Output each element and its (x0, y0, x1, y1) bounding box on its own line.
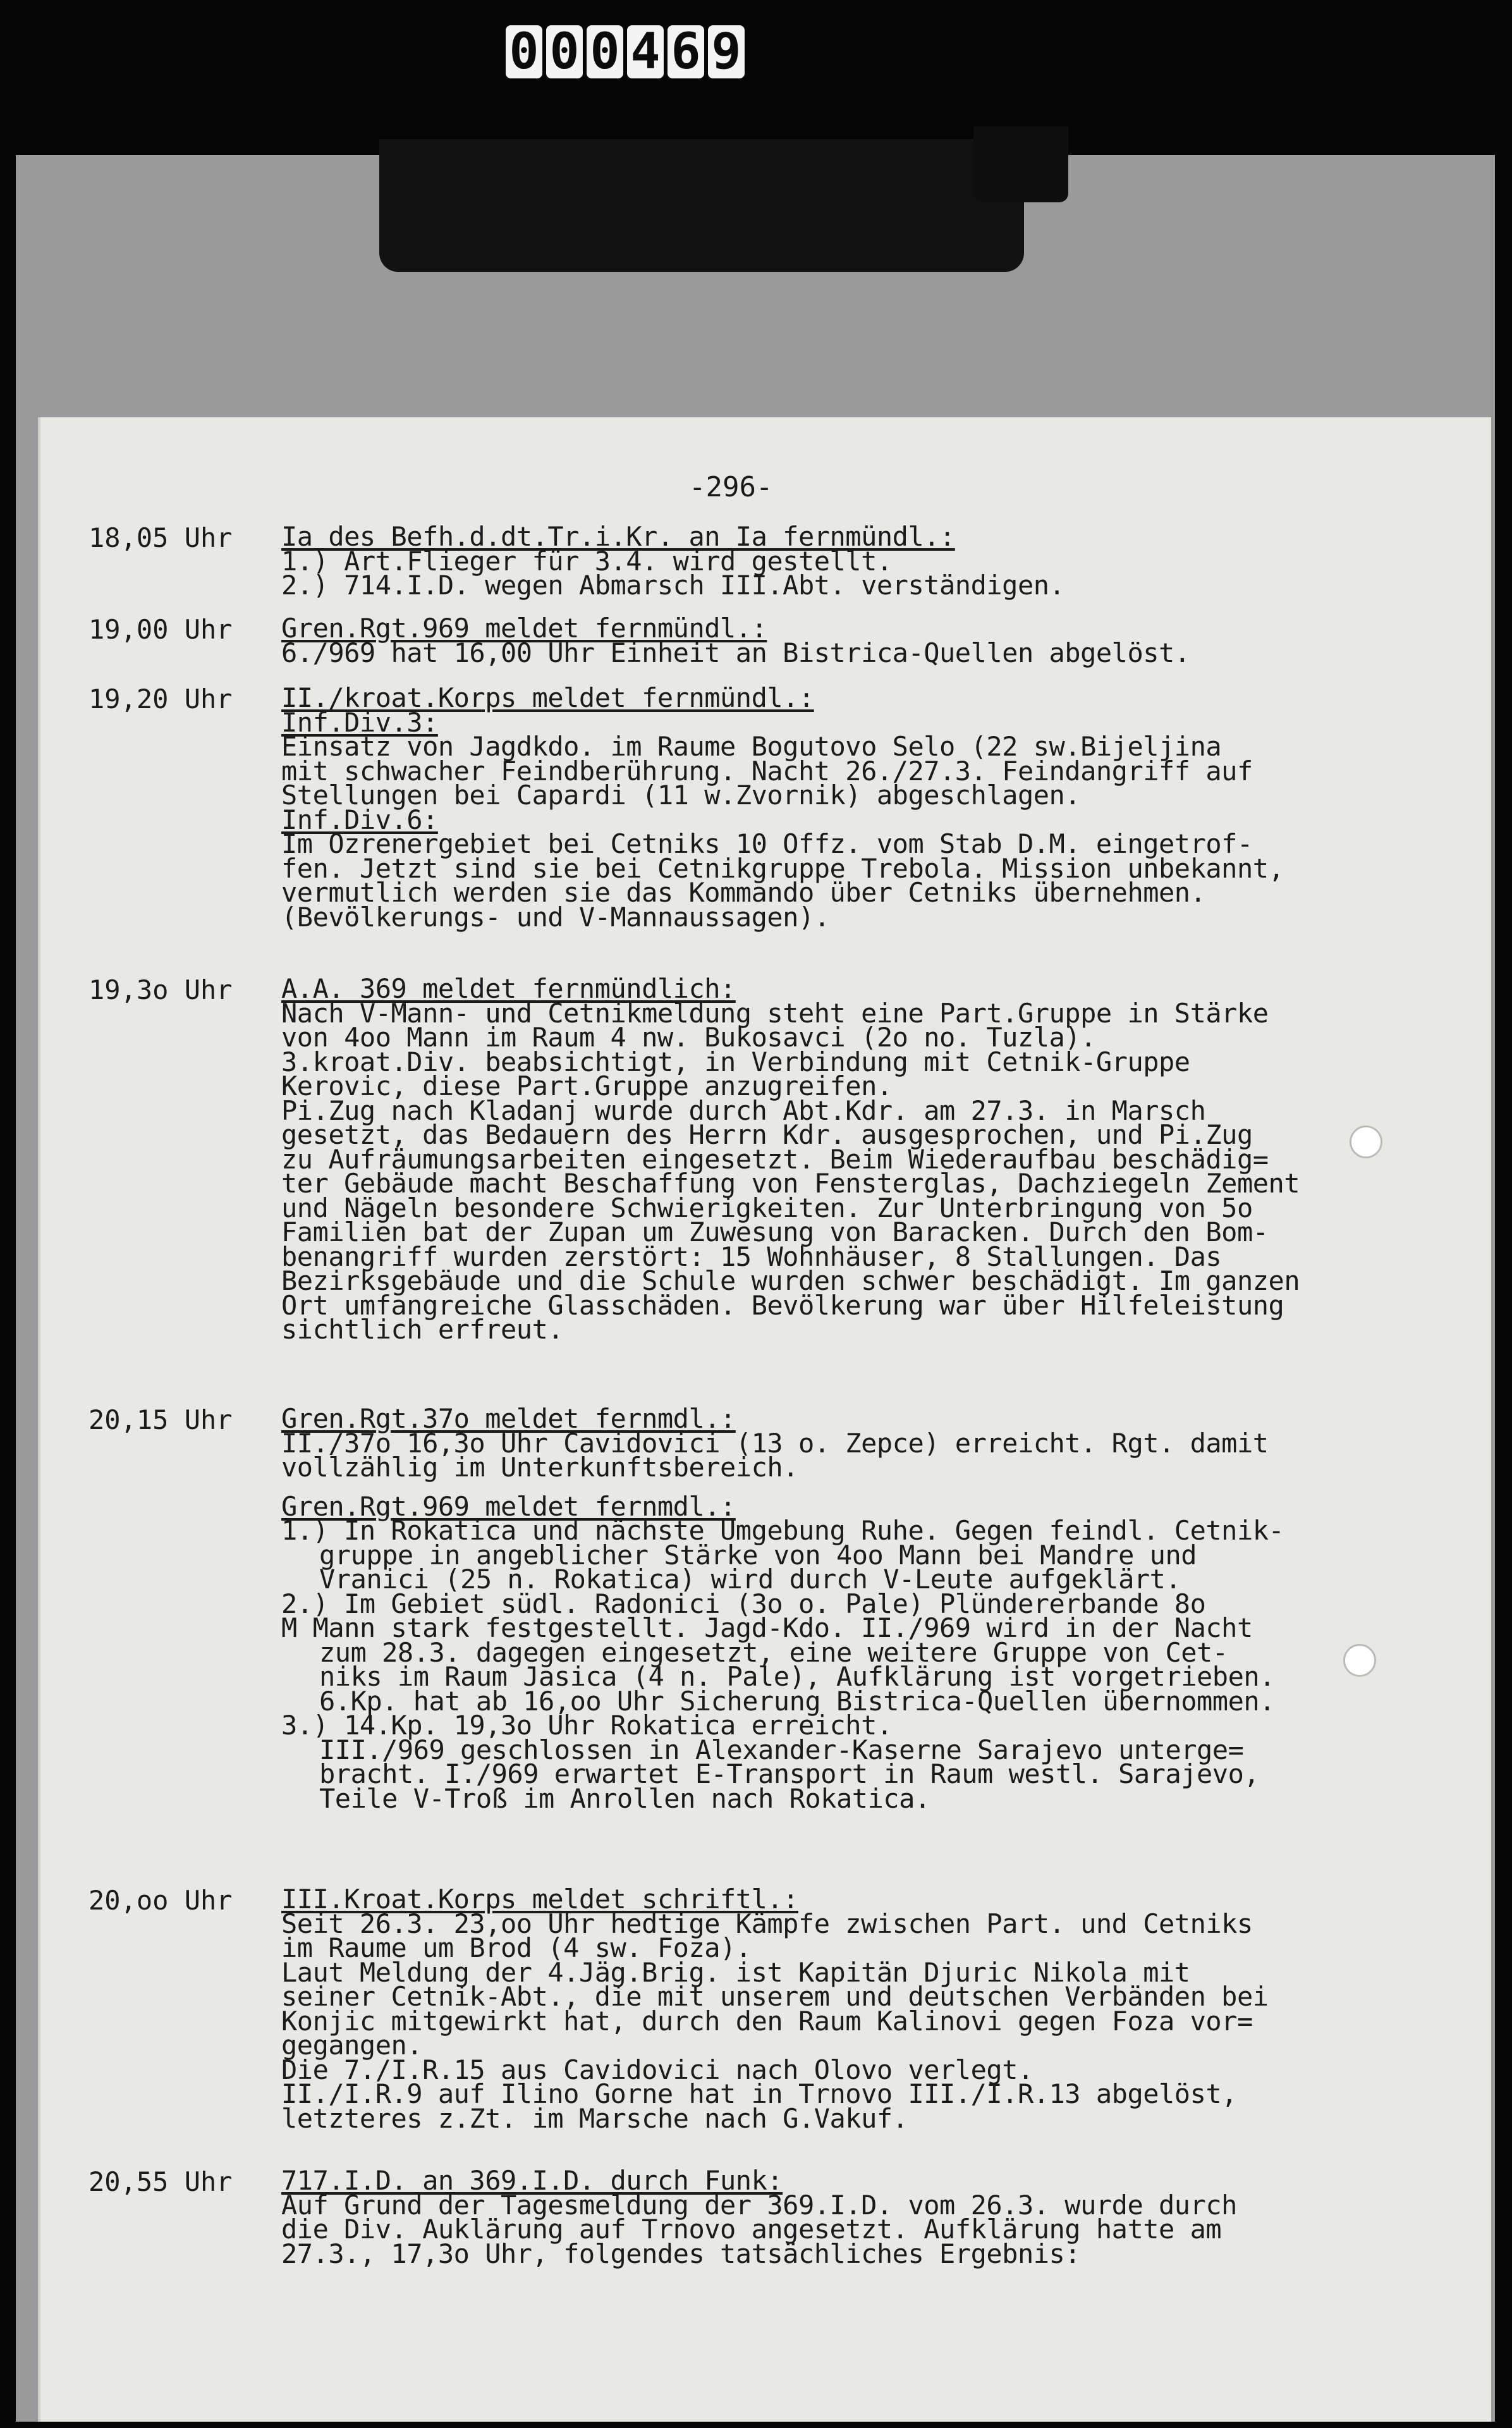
entry-line: seiner Cetnik-Abt., die mit unserem und deutschen Verbänden bei (281, 1981, 1269, 2012)
entry-line: gesetzt, das Bedauern des Herrn Kdr. ausgesprochen, und Pi.Zug (281, 1119, 1253, 1150)
entry-line: Kerovic, diese Part.Gruppe anzugreifen. (281, 1070, 893, 1101)
entry-time: 20,15 Uhr (88, 1404, 233, 1435)
entry-line: die Div. Auklärung auf Trnovo angesetzt. Aufklärung hatte am (281, 2214, 1222, 2245)
entry-line: Auf Grund der Tagesmeldung der 369.I.D. vom 26.3. wurde durch (281, 2189, 1237, 2221)
entry-line: Laut Meldung der 4.Jäg.Brig. ist Kapitän Djuric Nikola mit (281, 1956, 1190, 1988)
entry-line: Im Ozrenergebiet bei Cetniks 10 Offz. vom Stab D.M. eingetrof- (281, 828, 1253, 859)
entry-line: Teile V-Troß im Anrollen nach Rokatica. (319, 1782, 930, 1814)
entry-line: vermutlich werden sie das Kommando über Cetniks übernehmen. (281, 877, 1206, 908)
archive-digit: 4 (627, 25, 664, 78)
entry-time: 19,00 Uhr (88, 614, 233, 645)
archive-number (506, 25, 745, 78)
entry-time: 19,20 Uhr (88, 684, 233, 714)
entry-line: fen. Jetzt sind sie bei Cetnikgruppe Trebola. Mission unbekannt, (281, 852, 1284, 884)
entry-line: 6.Kp. hat ab 16,oo Uhr Sicherung Bistrica-Quellen übernommen. (319, 1685, 1275, 1717)
entry-line: und Nägeln besondere Schwierigkeiten. Zur Unterbringung von 5o (281, 1192, 1253, 1223)
entry-line: M Mann stark festgestellt. Jagd-Kdo. II./969 wird in der Nacht (281, 1612, 1253, 1644)
entry-heading: Gren.Rgt.969 meldet fernmdl.: (281, 1490, 736, 1522)
entry-heading: III.Kroat.Korps meldet schriftl.: (281, 1884, 798, 1915)
entry-line: Vranici (25 n. Rokatica) wird durch V-Leute aufgeklärt. (319, 1564, 1181, 1595)
entry-line: Konjic mitgewirkt hat, durch den Raum Kalinovi gegen Foza vor= (281, 2005, 1253, 2037)
entry-heading: Inf.Div.6: (281, 804, 438, 835)
entry-line: 2.) 714.I.D. wegen Abmarsch III.Abt. verständigen. (281, 570, 1065, 601)
entry-line: zu Aufräumungsarbeiten eingesetzt. Beim Wiederaufbau beschädig= (281, 1143, 1269, 1175)
entry-line: 2.) Im Gebiet südl. Radonici (3o o. Pale) Plündererbande 8o (281, 1588, 1206, 1619)
entry-line: Nach V-Mann- und Cetnikmeldung steht eine Part.Gruppe in Stärke (281, 997, 1269, 1029)
entry-line: 6./969 hat 16,00 Uhr Einheit an Bistrica-Quellen abgelöst. (281, 637, 1190, 668)
page-number: -296- (689, 471, 773, 503)
entry-line: 3.kroat.Div. beabsichtigt, in Verbindung mit Cetnik-Gruppe (281, 1046, 1190, 1077)
entry-line: bracht. I./969 erwartet E-Transport in Raum westl. Sarajevo, (319, 1758, 1260, 1790)
entry-line: gruppe in angeblicher Stärke von 4oo Mann bei Mandre und (319, 1539, 1197, 1571)
entry-time: 20,oo Uhr (88, 1885, 233, 1916)
entry-line: Seit 26.3. 23,oo Uhr hedtige Kämpfe zwischen Part. und Cetniks (281, 1908, 1253, 1939)
entry-heading: II./kroat.Korps meldet fernmündl.: (281, 682, 814, 713)
punch-hole (1343, 1644, 1376, 1677)
entry-time: 18,05 Uhr (88, 522, 233, 553)
entry-line: benangriff wurden zerstört: 15 Wohnhäuser, 8 Stallungen. Das (281, 1241, 1222, 1272)
archive-digit: 0 (506, 25, 542, 78)
entry-heading: Gren.Rgt.969 meldet fernmündl.: (281, 613, 767, 644)
entry-line: Ort umfangreiche Glasschäden. Bevölkerung war über Hilfeleistung (281, 1289, 1284, 1321)
entry-line: von 4oo Mann im Raum 4 nw. Bukosavci (2o no. Tuzla). (281, 1022, 1096, 1053)
archive-digit: 6 (668, 25, 704, 78)
entry-line: 27.3., 17,3o Uhr, folgendes tatsächliches Ergebnis: (281, 2238, 1081, 2269)
archive-digit: 0 (587, 25, 623, 78)
entry-line: sichtlich erfreut. (281, 1314, 564, 1345)
entry-heading: A.A. 369 meldet fernmündlich: (281, 973, 736, 1004)
entry-line: 1.) In Rokatica und nächste Umgebung Ruhe. Gegen feindl. Cetnik- (281, 1515, 1284, 1547)
entry-time: 20,55 Uhr (88, 2166, 233, 2197)
entry-line: Die 7./I.R.15 aus Cavidovici nach Olovo verlegt. (281, 2054, 1033, 2085)
entry-heading: Gren.Rgt.37o meldet fernmdl.: (281, 1403, 736, 1434)
entry-body (281, 521, 1394, 601)
entry-body (281, 973, 1394, 1345)
entry-body (281, 682, 1394, 933)
entry-line: II./I.R.9 auf Ilino Gorne hat in Trnovo III./I.R.13 abgelöst, (281, 2078, 1237, 2109)
entry-line: letzteres z.Zt. im Marsche nach G.Vakuf. (281, 2102, 908, 2134)
entry-heading: Ia des Befh.d.dt.Tr.i.Kr. an Ia fernmündl.: (281, 521, 955, 552)
entry-line: Stellungen bei Capardi (11 w.Zvornik) abgeschlagen. (281, 780, 1081, 811)
entry-time: 19,3o Uhr (88, 974, 233, 1005)
entry-line: vollzählig im Unterkunftsbereich. (281, 1452, 798, 1483)
entry-line: zum 28.3. dagegen eingesetzt, eine weitere Gruppe von Cet- (319, 1636, 1228, 1668)
entry-body (281, 613, 1394, 668)
entry-line: (Bevölkerungs- und V-Mannaussagen). (281, 901, 830, 933)
entry-line: III./969 geschlossen in Alexander-Kaserne Sarajevo unterge= (319, 1734, 1244, 1765)
entry-line: mit schwacher Feindberührung. Nacht 26./27.3. Feindangriff auf (281, 755, 1253, 787)
entry-body (281, 1403, 1394, 1814)
entry-line: Familien bat der Zupan um Zuwesung von Baracken. Durch den Bom- (281, 1217, 1269, 1248)
archive-digit: 9 (708, 25, 745, 78)
entry-line: Pi.Zug nach Kladanj wurde durch Abt.Kdr. am 27.3. in Marsch (281, 1094, 1206, 1126)
entry-line: II./37o 16,3o Uhr Cavidovici (13 o. Zepce) erreicht. Rgt. damit (281, 1427, 1269, 1459)
binder-clip (379, 139, 1024, 272)
entry-heading: 717.I.D. an 369.I.D. durch Funk: (281, 2165, 783, 2196)
entry-line: 3.) 14.Kp. 19,3o Uhr Rokatica erreicht. (281, 1710, 893, 1741)
entry-line: 1.) Art.Flieger für 3.4. wird gestellt. (281, 545, 893, 577)
punch-hole (1350, 1125, 1382, 1158)
entry-line: gegangen. (281, 2030, 423, 2061)
entry-body (281, 2165, 1394, 2269)
entry-line: Einsatz von Jagdkdo. im Raume Bogutovo Selo (22 sw.Bijeljina (281, 731, 1222, 762)
entry-line: ter Gebäude macht Beschaffung von Fensterglas, Dachziegeln Zement (281, 1168, 1300, 1199)
archive-digit: 0 (546, 25, 583, 78)
entry-heading: Inf.Div.3: (281, 706, 438, 738)
entry-line: Bezirksgebäude und die Schule wurden schwer beschädigt. Im ganzen (281, 1265, 1300, 1296)
entry-line: niks im Raum Jasica (4 n. Pale), Aufklärung ist vorgetrieben. (319, 1661, 1275, 1693)
entry-body (281, 1884, 1394, 2134)
binder-tab (973, 126, 1068, 202)
entry-line: im Raume um Brod (4 sw. Foza). (281, 1932, 752, 1963)
